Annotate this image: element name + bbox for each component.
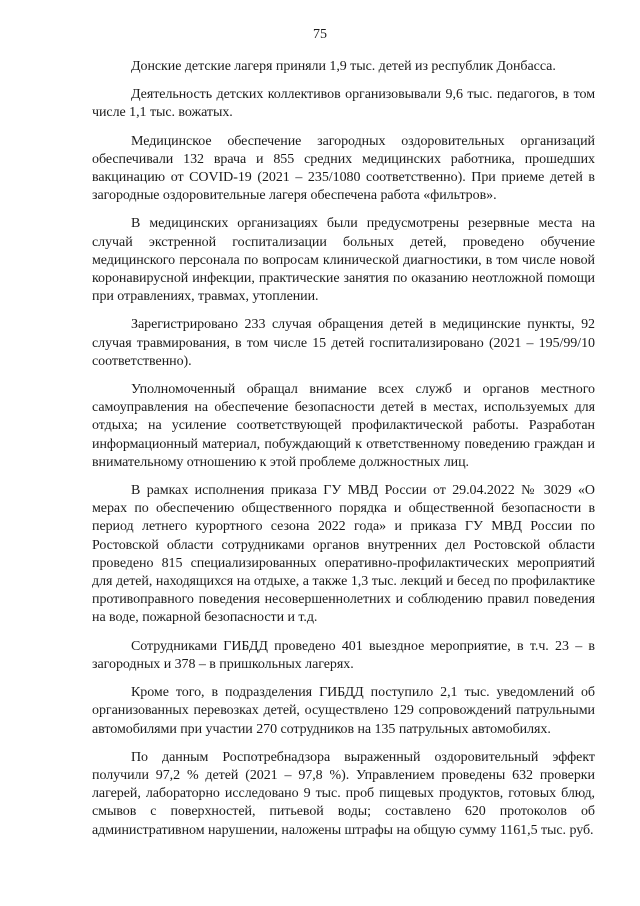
paragraph: По данным Роспотребнадзора выраженный оздоровительный эффект получили 97,2 % детей (2021 – 97,8 %). Управлением проведены 632 проверки лагерей, лабораторно исследовано 9 тыс. проб пищевых продуктов, готовых блюд, смывов с поверхностей, питьевой воды; составлено 620 протоколов об административном нарушении, наложены штрафы на общую сумму 1161,5 тыс. руб.	[92, 749, 595, 838]
paragraph: В рамках исполнения приказа ГУ МВД России от 29.04.2022 № 3029 «О мерах по обеспечению общественного порядка и общественной безопасности в период летнего курортного сезона 2022 года» и приказа ГУ МВД России по Ростовской области сотрудниками органов внутренних дел Ростовской области проведено 815 специализированных оперативно-профилактических мероприятий для детей, находящихся на отдыхе, а также 1,3 тыс. лекций и бесед по профилактике противоправного поведения несовершеннолетних и соблюдению правил поведения на воде, пожарной безопасности и т.д.	[92, 483, 595, 626]
page-number: 75	[313, 27, 327, 42]
document-body	[92, 58, 595, 850]
paragraph: Зарегистрировано 233 случая обращения детей в медицинские пункты, 92 случая травмирования, в том числе 15 детей госпитализировано (2021 – 195/99/10 соответственно).	[92, 317, 595, 369]
paragraph: Уполномоченный обращал внимание всех служб и органов местного самоуправления на обеспечение безопасности детей в местах, используемых для отдыха; на усиление соответствующей профилактической работы. Разработан информационный материал, побуждающий к ответственному поведению граждан и внимательному отношению к этой проблеме должностных лиц.	[92, 382, 595, 470]
paragraph: Деятельность детских коллективов организовывали 9,6 тыс. педагогов, в том числе 1,1 тыс. вожатых.	[92, 87, 595, 121]
paragraph: Сотрудниками ГИБДД проведено 401 выездное мероприятие, в т.ч. 23 – в загородных и 378 – в пришкольных лагерях.	[92, 638, 595, 672]
paragraph: Кроме того, в подразделения ГИБДД поступило 2,1 тыс. уведомлений об организованных перевозках детей, осуществлено 129 сопровождений патрульными автомобилями при участии 270 сотрудников на 135 патрульных автомобилях.	[92, 685, 595, 737]
paragraph: Медицинское обеспечение загородных оздоровительных организаций обеспечивали 132 врача и 855 средних медицинских работника, прошедших вакцинацию от COVID-19 (2021 – 235/1080 соответственно). При приеме детей в загородные оздоровительные лагеря обеспечена работа «фильтров».	[92, 133, 595, 204]
paragraph: В медицинских организациях были предусмотрены резервные места на случай экстренной госпитализации больных детей, проведено обучение медицинского персонала по вопросам клинической диагностики, в том числе новой коронавирусной инфекции, практические занятия по оказанию неотложной помощи при отравлениях, травмах, утоплении.	[92, 216, 595, 305]
paragraph: Донские детские лагеря приняли 1,9 тыс. детей из республик Донбасса.	[131, 59, 556, 74]
